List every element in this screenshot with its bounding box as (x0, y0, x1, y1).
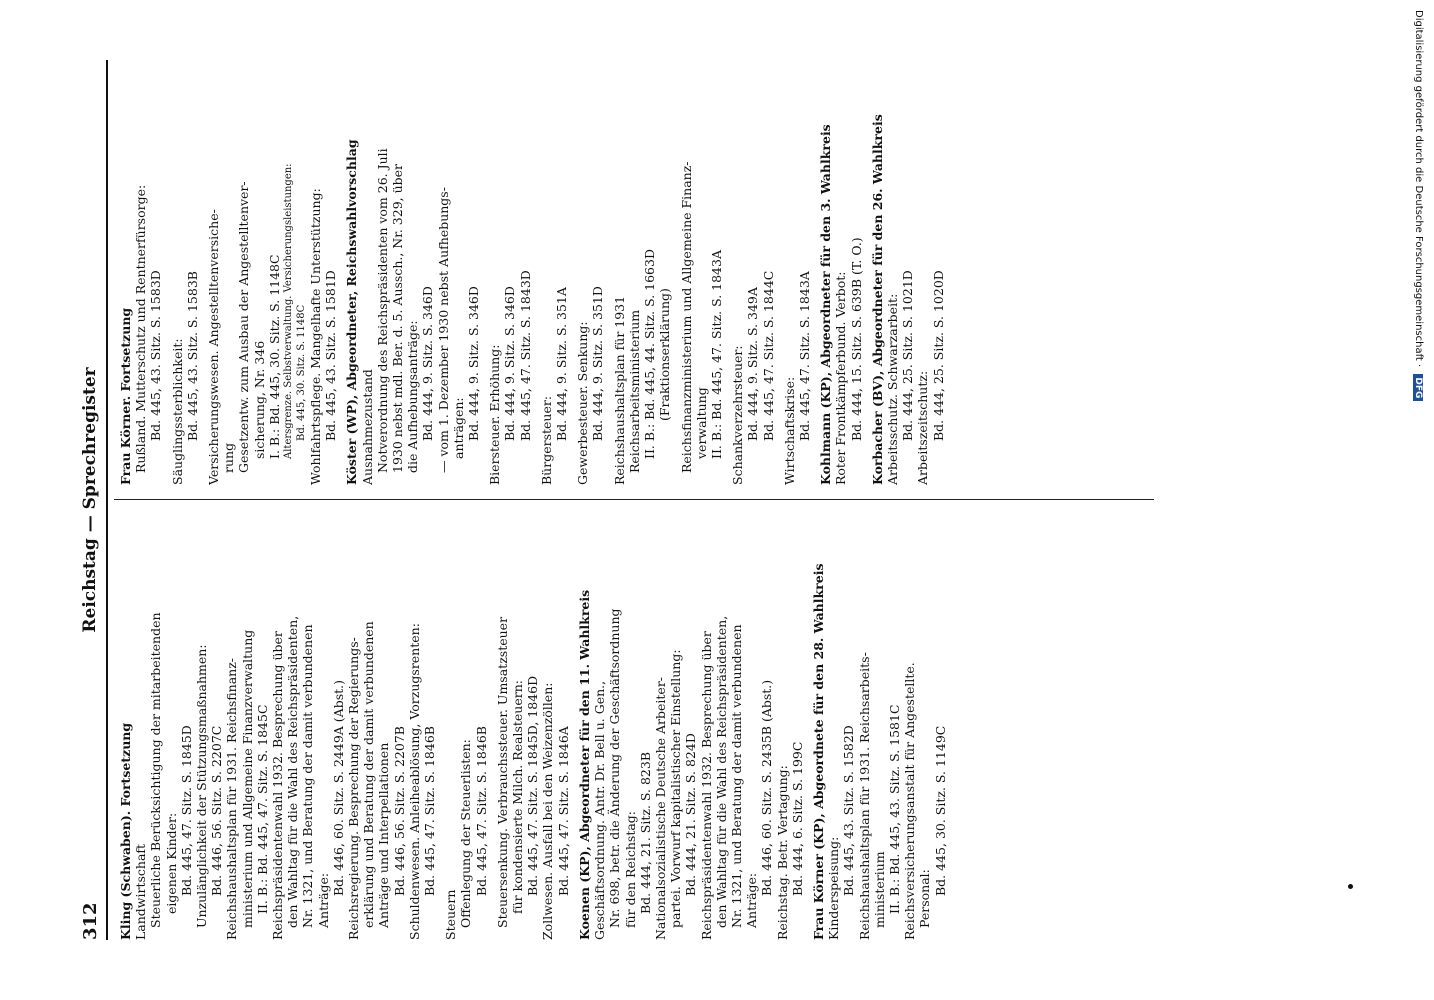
register-entry: Bd. 445, 47. Sitz. S. 1846B (473, 726, 489, 896)
column-divider (114, 499, 1154, 500)
register-entry: Bd. 444, 9. Sitz. S. 349A (745, 287, 761, 441)
header-rule (106, 60, 108, 940)
register-entry: Landwirtschaft (133, 843, 149, 940)
register-entry: Bd. 445, 43. Sitz. S. 1581D (323, 270, 339, 441)
register-entry: Bd. 445, 47. Sitz. S. 1846B (422, 726, 438, 896)
register-entry: verwaltung (693, 387, 709, 459)
register-entry: erklärung und Beratung der damit verbundenen (361, 621, 377, 928)
register-entry: Roter Frontkämpferbund. Verbot: (833, 271, 849, 485)
register-entry: Reichspräsidentenwahl 1932. Besprechung über (698, 631, 714, 940)
ink-dot (1348, 884, 1353, 889)
register-entry: Reichshaushaltsplan für 1931. Reichsfinanz- (224, 657, 240, 940)
register-entry: Bd. 445, 47. Sitz. S. 1846A (555, 726, 571, 896)
register-entry: Biersteuer. Erhöhung: (487, 344, 503, 485)
register-entry: Steuern (443, 889, 459, 940)
speaker-heading: Kling (Schwaben). Fortsetzung (118, 722, 133, 940)
register-entry: Schuldenwesen. Anleiheablösung, Vorzugsrenten: (406, 623, 422, 940)
register-entry: Bd. 445, 43. Sitz. S. 1583B (184, 271, 200, 441)
register-entry: anträgen: (450, 397, 466, 459)
register-entry: Säuglingssterblichkeit: (169, 338, 185, 485)
speaker-heading: Korbacher (BV), Abgeordneter für den 26. Wahlkreis (869, 114, 885, 485)
register-entry: Gesetzentw. zum Ausbau der Angestelltenver- (236, 181, 252, 473)
register-entry: Anträge und Interpellationen (376, 742, 392, 928)
register-entry: II. B.: Bd. 445, 47. Sitz. S. 1843A (708, 250, 724, 459)
register-entry: Bd. 446, 56. Sitz. S. 2207C (209, 725, 225, 896)
register-entry: Wirtschaftskrise: (781, 376, 797, 485)
register-entry: Bd. 445, 47. Sitz. S. 1843A (796, 271, 812, 441)
register-entry: Bd. 445, 30. Sitz. S. 1149C (932, 725, 948, 896)
register-entry: Notverordnung des Reichspräsidenten vom 26. Juli (374, 148, 390, 473)
register-entry: — vom 1. Dezember 1930 nebst Aufhebungs- (435, 187, 451, 473)
register-entry: Nr. 698, betr. die Änderung der Geschäftsordnung (607, 608, 623, 928)
register-entry: I. B.: Bd. 445, 30. Sitz. S. 1148C (266, 254, 282, 459)
register-entry: II. B.: Bd. 445, 47. Sitz. S. 1845C (254, 704, 270, 914)
register-entry: Bd. 445, 30. Sitz. S. 1148C (296, 304, 308, 441)
register-entry: Bd. 444, 15. Sitz. S. 639B (T. O.) (848, 237, 864, 441)
register-entry: den Wahltag für die Wahl des Reichspräsidenten, (285, 615, 301, 928)
register-entry: Bd. 445, 47. Sitz. S. 1845D, 1846D (525, 675, 541, 896)
register-entry: Ausnahmezustand (359, 369, 375, 485)
page-title: Reichstag — Sprechregister (80, 367, 100, 633)
register-entry: Arbeitsschutz. Schwarzarbeit: (884, 293, 900, 485)
page-number: 312 (80, 902, 101, 940)
register-entry: (Fraktionserklärung) (657, 288, 673, 421)
register-entry: Bd. 446, 60. Sitz. S. 2449A (Abst.) (330, 680, 346, 896)
register-entry: Bd. 445, 43. Sitz. S. 1583D (148, 270, 164, 441)
register-entry: Nr. 1321, und Beratung der damit verbundenen (300, 624, 316, 928)
register-entry: Bd. 444, 21. Sitz. S. 824D (683, 733, 699, 896)
left-column (118, 515, 948, 940)
digitization-credit (1413, 10, 1424, 401)
register-entry: Reichsregierung. Besprechung der Regierungs- (346, 637, 362, 940)
register-entry: Bd. 444, 21. Sitz. S. 823B (637, 751, 653, 914)
speaker-heading: Frau Körner. Fortsetzung (118, 307, 133, 485)
register-entry: ministerium und Allgemeine Finanzverwaltung (239, 629, 255, 928)
register-entry: Rußland. Mutterschutz und Rentnerfürsorge: (133, 184, 149, 473)
register-entry: die Aufhebungsanträge: (405, 320, 421, 473)
register-entry: Bd. 444, 9. Sitz. S. 346D (466, 286, 482, 441)
register-entry: Steuerliche Berücksichtigung der mitarbeitenden (148, 612, 164, 928)
register-entry: Bd. 444, 9. Sitz. S. 351A (554, 287, 570, 441)
register-entry: Unzulänglichkeit der Stützungsmaßnahmen: (194, 644, 210, 928)
register-entry: Bd. 444, 9. Sitz. S. 346D (502, 286, 518, 441)
running-head (80, 60, 114, 940)
dfg-logo: DFG (1413, 374, 1423, 401)
register-entry: Bd. 444, 25. Sitz. S. 1020D (930, 270, 946, 441)
register-entry: Wohlfahrtspflege. Mangelhafte Unterstützung: (308, 188, 324, 485)
register-entry: Kinderspeisung: (826, 836, 842, 940)
register-entry: sicherung, Nr. 346 (251, 340, 267, 459)
register-entry: Personal: (917, 869, 933, 928)
register-entry: den Wahltag für die Wahl des Reichspräsidenten, (713, 615, 729, 928)
register-entry: rung (221, 442, 237, 473)
register-entry: Nr. 1321, und Beratung der damit verbundenen (728, 624, 744, 928)
register-entry: Bd. 444, 9. Sitz. S. 351D (590, 286, 606, 441)
register-entry: Bd. 444, 9. Sitz. S. 346D (420, 286, 436, 441)
register-entry: Gewerbesteuer. Senkung: (575, 321, 591, 485)
speaker-heading: Köster (WP), Abgeordneter, Reichswahlvorschlag (344, 139, 360, 485)
register-entry: Zollwesen. Ausfall bei den Weizenzöllen: (540, 682, 556, 940)
register-entry: Bd. 445, 47. Sitz. S. 1845D (178, 725, 194, 896)
register-entry: Bd. 445, 47. Sitz. S. 1844C (760, 270, 776, 441)
register-entry: 1930 nebst mdl. Ber. d. 5. Aussch., Nr. 329, über (390, 163, 406, 473)
register-entry: Bd. 446, 60. Sitz. S. 2435B (Abst.) (759, 679, 775, 896)
register-entry: Reichstag. Betr. Vertagung: (774, 765, 790, 940)
register-entry: Altersgrenze. Selbstverwaltung. Versicherungsleistungen: (283, 163, 295, 459)
register-entry: Versicherungswesen. Angestelltenversiche- (206, 209, 222, 485)
register-entry: für den Reichstag: (622, 810, 638, 928)
speaker-heading: Kohlmann (KP), Abgeordneter für den 3. Wahlkreis (818, 124, 834, 485)
right-column (118, 60, 946, 485)
register-entry: für kondensierte Milch. Realsteuern: (510, 680, 526, 914)
rotated-register-page (80, 60, 1340, 940)
credit-text: Digitalisierung gefördert durch die Deutsche Forschungsgemeinschaft · (1413, 10, 1424, 368)
register-entry: Reichsversicherungsanstalt für Angestellte. (902, 662, 918, 940)
register-entry: partei. Vorwurf kapitalistischer Einstellung: (668, 649, 684, 928)
register-entry: Reichshaushaltsplan für 1931 (611, 295, 627, 485)
register-entry: Bd. 445, 43. Sitz. S. 1582D (841, 725, 857, 896)
register-entry: II. B.: Bd. 445, 43. Sitz. S. 1581C (886, 704, 902, 914)
speaker-heading: Frau Körner (KP), Abgeordnete für den 28. Wahlkreis (810, 563, 826, 940)
speaker-heading: Koenen (KP), Abgeordneter für den 11. Wahlkreis (576, 589, 592, 940)
register-entry: Reichsfinanzministerium und Allgemeine Finanz- (678, 161, 694, 473)
register-entry: Schankverzehrsteuer: (730, 345, 746, 485)
register-entry: Anträge: (744, 872, 760, 928)
register-entry: Geschäftsordnung. Antr. Dr. Bell u. Gen., (592, 680, 608, 940)
register-entry: Bd. 444, 6. Sitz. S. 199C (789, 741, 805, 896)
register-entry: Bd. 446, 56. Sitz. S. 2207B (391, 726, 407, 896)
register-entry: Bd. 444, 25. Sitz. S. 1021D (900, 270, 916, 441)
register-entry: Bd. 445, 47. Sitz. S. 1843D (517, 270, 533, 441)
register-entry: Bürgersteuer: (538, 395, 554, 485)
register-entry: Nationalsozialistische Deutsche Arbeiter- (652, 676, 668, 940)
register-entry: Reichsarbeitsministerium (626, 309, 642, 473)
register-entry: Offenlegung der Steuerlisten: (458, 739, 474, 928)
register-entry: Arbeitszeitschutz: (915, 370, 931, 485)
register-entry: Reichspräsidentenwahl 1932. Besprechung über (270, 631, 286, 940)
register-entry: Steuersenkung. Verbrauchssteuer. Umsatzsteuer (494, 616, 510, 928)
register-entry: Anträge: (315, 872, 331, 928)
register-entry: II. B.: Bd. 445, 44. Sitz. S. 1663D (642, 249, 658, 459)
register-entry: ministerium (871, 851, 887, 928)
register-entry: Reichshaushaltsplan für 1931. Reichsarbeits- (856, 652, 872, 940)
register-entry: eigenen Kinder: (163, 812, 179, 914)
